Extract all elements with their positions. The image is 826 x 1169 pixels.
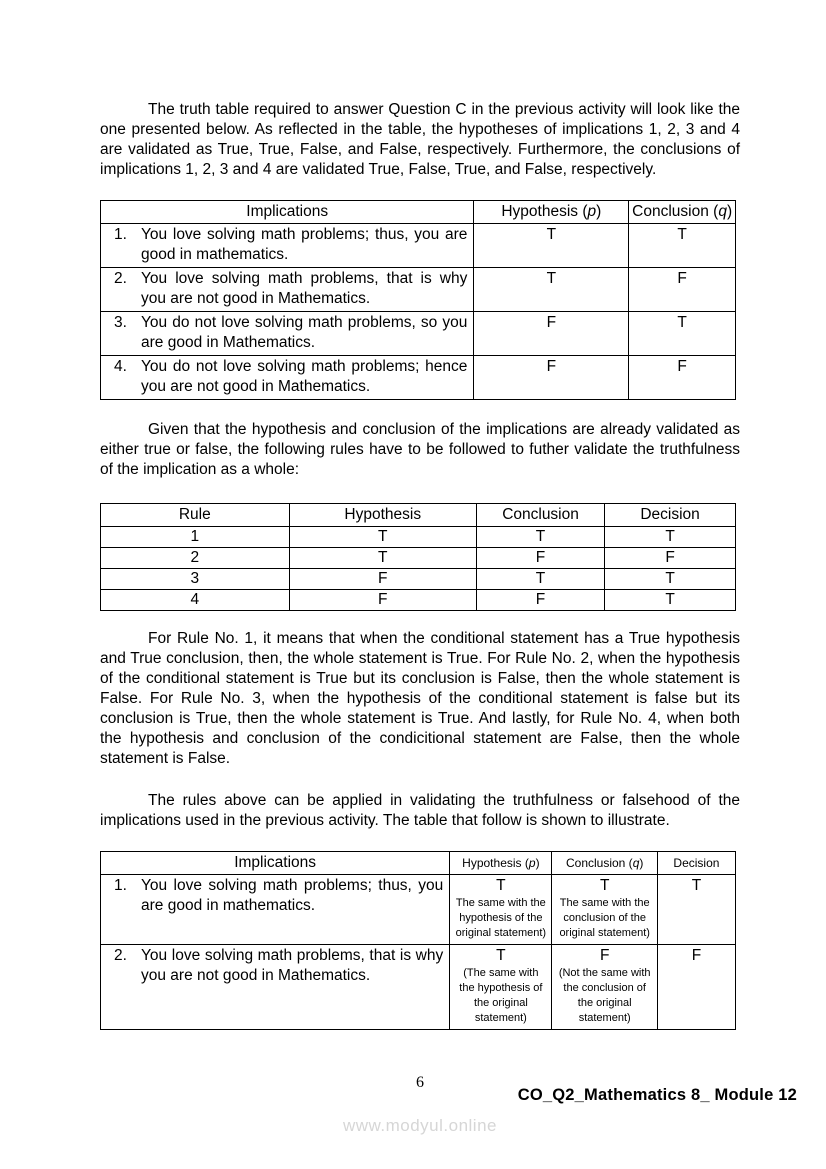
table-row — [101, 312, 736, 356]
conclusion-value: F — [629, 268, 736, 312]
rule-number: 2 — [101, 548, 290, 569]
table-row — [101, 875, 736, 945]
conclusion-value: T — [476, 569, 604, 590]
hypothesis-value: T — [289, 548, 476, 569]
hypothesis-value: F — [289, 590, 476, 611]
table-row — [101, 268, 736, 312]
table-row — [101, 548, 736, 569]
hypothesis-value: F — [289, 569, 476, 590]
page-number: 6 — [416, 1074, 424, 1091]
table-row — [101, 224, 736, 268]
page-content — [100, 100, 740, 1030]
col-header-implications: Implications — [101, 852, 450, 875]
hypothesis-value: T — [474, 224, 629, 268]
col-header-conclusion: Conclusion (q) — [629, 201, 736, 224]
hypothesis-value: F — [474, 312, 629, 356]
paragraph-rules-intro: Given that the hypothesis and conclusion of the implications are already validated as either true or false, the following rules have to be followed to futher validate the truthfulness of the implication as a whole: — [100, 421, 740, 478]
rule-number: 3 — [101, 569, 290, 590]
decision-value: T — [605, 590, 736, 611]
table-row — [101, 356, 736, 400]
hypothesis-note: (The same with the hypothesis of the original statement) — [459, 967, 543, 1024]
decision-value: T — [605, 527, 736, 548]
col-header-decision: Decision — [605, 504, 736, 527]
variable-q: q — [718, 203, 727, 220]
implication-statement: 3. You do not love solving math problems, so you are good in Mathematics. — [101, 312, 474, 356]
col-header-decision: Decision — [657, 852, 735, 875]
paragraph-intro: The truth table required to answer Question C in the previous activity will look like the one presented below. As reflected in the table, the hypotheses of implications 1, 2, 3 and 4 are validated as True, True, False, and False, respectively. Furthermore, the conclusions of implications 1, 2, 3 and 4 are validated True, False, True, and False, respectively. — [100, 101, 740, 178]
conclusion-cell — [552, 945, 657, 1030]
implication-statement: 2. You love solving math problems, that is why you are not good in Mathematics. — [101, 268, 474, 312]
conclusion-value: F — [476, 590, 604, 611]
conclusion-value: F — [476, 548, 604, 569]
truth-table-implications — [100, 200, 736, 400]
col-header-hypothesis: Hypothesis — [289, 504, 476, 527]
col-header-implications: Implications — [101, 201, 474, 224]
conclusion-value: T — [476, 527, 604, 548]
watermark-text: www.modyul.online — [342, 1116, 497, 1135]
conclusion-value: T — [629, 312, 736, 356]
implication-statement: 1. You love solving math problems; thus, you are good in mathematics. — [101, 224, 474, 268]
conclusion-value: T — [599, 877, 610, 894]
conclusion-value: F — [599, 947, 610, 964]
module-footer-label: CO_Q2_Mathematics 8_ Module 12 — [517, 1086, 797, 1104]
paragraph-application: The rules above can be applied in validating the truthfulness or falsehood of the implications used in the previous activity. The table that follow is shown to illustrate. — [100, 792, 740, 829]
hypothesis-value: F — [474, 356, 629, 400]
rule-number: 1 — [101, 527, 290, 548]
table-header-row — [101, 852, 736, 875]
table-row — [101, 569, 736, 590]
hypothesis-value: T — [289, 527, 476, 548]
hypothesis-value: T — [496, 877, 506, 894]
hypothesis-value: T — [474, 268, 629, 312]
paragraph-rules-explained: For Rule No. 1, it means that when the conditional statement has a True hypothesis and True conclusion, then, the whole statement is True. For Rule No. 2, when the hypothesis of the conditional statement is True but its conclusion is False, then the whole statement is False. For Rule No. 3, when the hypothesis of the conditional statement is false but its conclusion is True, then the whole statement is True. And lastly, for Rule No. 4, when both the hypothesis and conclusion of the condicitional statement are False, then the whole statement is False. — [100, 630, 740, 767]
conclusion-cell — [552, 875, 657, 945]
implication-statement: 2. You love solving math problems, that is why you are not good in Mathematics. — [101, 945, 450, 1030]
col-header-hypothesis: Hypothesis (p) — [474, 201, 629, 224]
implication-statement: 4. You do not love solving math problems; hence you are not good in Mathematics. — [101, 356, 474, 400]
hypothesis-cell — [450, 875, 552, 945]
implication-statement: 1. You love solving math problems; thus, you are good in mathematics. — [101, 875, 450, 945]
rule-number: 4 — [101, 590, 290, 611]
col-header-hypothesis: Hypothesis (p) — [450, 852, 552, 875]
table-row — [101, 945, 736, 1030]
variable-q: q — [632, 856, 640, 870]
conclusion-value: T — [629, 224, 736, 268]
conclusion-note: The same with the conclusion of the original statement) — [559, 897, 650, 939]
conclusion-note: (Not the same with the conclusion of the original statement) — [558, 967, 651, 1024]
table-header-row — [101, 201, 736, 224]
decision-value: T — [605, 569, 736, 590]
validation-table — [100, 851, 736, 1030]
decision-value: T — [657, 875, 735, 945]
col-header-conclusion: Conclusion (q) — [552, 852, 657, 875]
table-row — [101, 590, 736, 611]
variable-p: p — [587, 203, 597, 220]
rules-table — [100, 503, 736, 611]
decision-value: F — [605, 548, 736, 569]
hypothesis-note: The same with the hypothesis of the original statement) — [455, 897, 547, 939]
decision-value: F — [657, 945, 735, 1030]
conclusion-value: F — [629, 356, 736, 400]
hypothesis-cell — [450, 945, 552, 1030]
table-header-row — [101, 504, 736, 527]
col-header-conclusion: Conclusion — [476, 504, 604, 527]
table-row — [101, 527, 736, 548]
col-header-rule: Rule — [101, 504, 290, 527]
hypothesis-value: T — [496, 947, 506, 964]
variable-p: p — [528, 856, 536, 870]
